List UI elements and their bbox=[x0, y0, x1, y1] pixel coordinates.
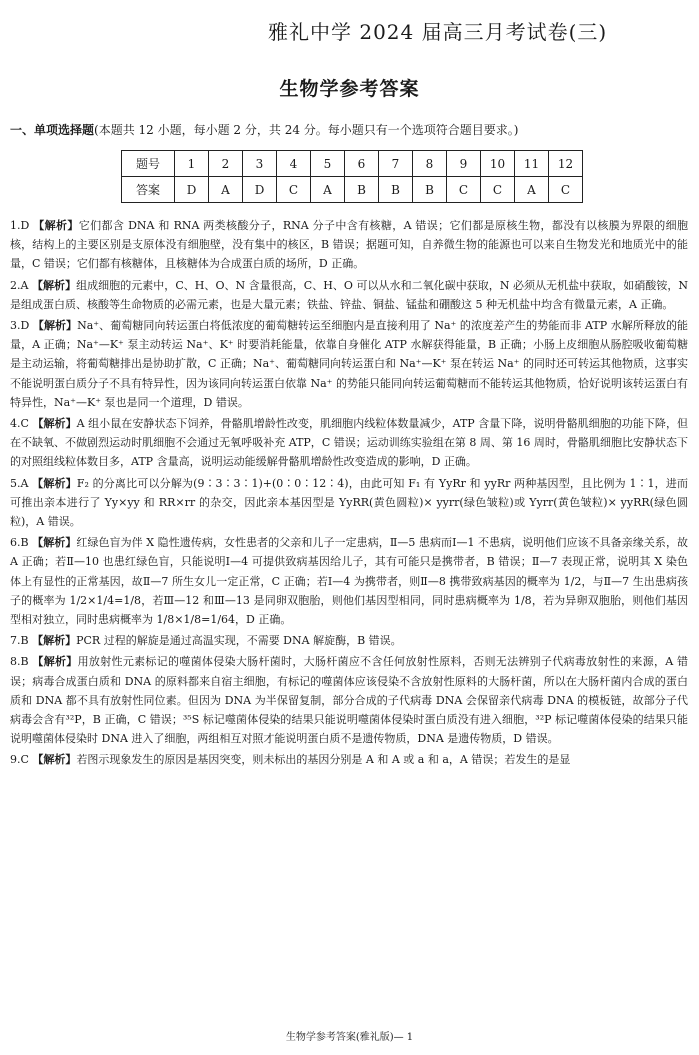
answer-table-number-row bbox=[122, 151, 583, 177]
explanation-item-5 bbox=[10, 474, 688, 532]
analysis-tag: 【解析】 bbox=[32, 655, 78, 669]
item-number: 7.B bbox=[10, 634, 29, 648]
item-text: 红绿色盲为伴 X 隐性遗传病，女性患者的父亲和儿子一定患病，Ⅱ—5 患病而Ⅰ—1 不患病，说明他们应该不具备亲缘关系，故 A 正确；若Ⅱ—10 也患红绿色盲，只能说明Ⅰ—4 可提供致病基因给儿子，其有可能只是携带者，B 错误；Ⅱ—7 表现正常，说明其 X 染色体上有显性的正常基因，故Ⅱ—7 所生女儿一定正常，C 正确；若Ⅰ—4 为携带者，则Ⅱ—8 携带致病基因的概率为 1/2，与Ⅱ—7 生出患病孩子的概率为 1/2×1/4=1/8，若Ⅲ—12 和Ⅲ—13 是同卵双胞胎，则他们基因型相同，同时患病概率为 1/8，若为异卵双胞胎，则他们基因型相对独立，同时患病概率为 1/8×1/8=1/64，D 正确。 bbox=[10, 536, 689, 627]
analysis-tag: 【解析】 bbox=[32, 417, 77, 431]
section-header bbox=[10, 121, 518, 138]
item-text: Na⁺、葡萄糖同向转运蛋白将低浓度的葡萄糖转运至细胞内是直接利用了 Na⁺ 的浓度差产生的势能而非 ATP 水解所释放的能量，A 正确；Na⁺—K⁺ 泵主动转运 Na⁺、K⁺ 时要消耗能量，依靠自身催化 ATP 水解获得能量，B 正确；小肠上皮细胞从肠腔吸收葡萄糖是主动运输，将葡萄糖排出是协助扩散，C 正确；Na⁺、葡萄糖同向转运蛋白和 Na⁺—K⁺ 泵在转运 Na⁺ 的同时还可转运其他物质，这事实不能说明蛋白质分子不具有特异性，因为该同向转运蛋白依靠 Na⁺ 的势能只能同向转运葡萄糖而不能转运其他物质，恰好说明该转运蛋白有特异性，Na⁺—K⁺ 泵也是同一个道理，D 错误。 bbox=[10, 319, 689, 409]
answer-cell: B bbox=[413, 177, 447, 203]
question-number: 7 bbox=[379, 151, 413, 177]
row-label-number: 题号 bbox=[122, 151, 175, 177]
item-number: 5.A bbox=[10, 476, 29, 490]
question-number: 10 bbox=[481, 151, 515, 177]
explanation-item-8 bbox=[10, 652, 688, 748]
explanation-item-9 bbox=[10, 750, 688, 769]
item-text: 用放射性元素标记的噬菌体侵染大肠杆菌时，大肠杆菌应不含任何放射性原料，否则无法辨别子代病毒放射性的来源，A 错误；病毒合成蛋白质和 DNA 的原料都来自宿主细胞，有标记的噬菌体应该侵染不含放射性原料的大肠杆菌，所以在大肠杆菌内合成的蛋白质和 DNA 都不具有放射性同位素。但因为 DNA 为半保留复制，部分合成的子代病毒 DNA 会保留亲代病毒 DNA 的模板链，故部分子代病毒会含有³²P，B 正确，C 错误；³⁵S 标记噬菌体侵染的结果只能说明噬菌体侵染时蛋白质没有进入细胞，³²P 标记噬菌体侵染的结果只能说明噬菌体侵染时 DNA 进入了细胞，两组相互对照才能说明蛋白质不是遗传物质，DNA 是遗传物质，D 错误。 bbox=[10, 655, 689, 746]
explanation-item-7 bbox=[10, 631, 688, 650]
analysis-tag: 【解析】 bbox=[33, 219, 79, 232]
item-number: 4.C bbox=[10, 417, 29, 431]
item-number: 8.B bbox=[10, 655, 29, 669]
document-title: 生物学参考答案 bbox=[279, 78, 420, 100]
question-number: 11 bbox=[515, 151, 549, 177]
answer-cell: D bbox=[175, 177, 209, 203]
section-title: 单项选择题 bbox=[34, 123, 95, 137]
item-text: 它们都含 DNA 和 RNA 两类核酸分子，RNA 分子中含有核糖，A 错误；它们都是原核生物，都没有以核膜为界限的细胞核，结构上的主要区别是支原体没有细胞壁，没有集中的核区，B 错误；据题可知，自养微生物的能源也可以来自生物发光和地质光中的能量，C 错误；它们都有核糖体，且核糖体为合成蛋白质的场所，D 正确。 bbox=[10, 219, 689, 271]
row-label-answer: 答案 bbox=[122, 177, 175, 203]
section-note: (本题共 12 小题，每小题 2 分，共 24 分。每小题只有一个选项符合题目要求。) bbox=[94, 123, 519, 137]
question-number: 8 bbox=[413, 151, 447, 177]
item-text: PCR 过程的解旋是通过高温实现，不需要 DNA 解旋酶，B 错误。 bbox=[76, 634, 402, 648]
section-prefix: 一、 bbox=[10, 123, 35, 137]
analysis-tag: 【解析】 bbox=[31, 278, 77, 292]
analysis-tag: 【解析】 bbox=[32, 634, 77, 648]
question-number: 2 bbox=[209, 151, 243, 177]
explanation-item-6 bbox=[10, 533, 688, 629]
question-number: 9 bbox=[447, 151, 481, 177]
explanation-item-4 bbox=[10, 414, 688, 472]
answer-cell: A bbox=[311, 177, 345, 203]
answer-table bbox=[121, 150, 583, 203]
answer-cell: B bbox=[379, 177, 413, 203]
answer-cell: A bbox=[515, 177, 549, 203]
item-number: 9.C bbox=[10, 753, 29, 767]
item-text: A 组小鼠在安静状态下饲养，骨骼肌增龄性改变，肌细胞内线粒体数量减少，ATP 含量下降，说明骨骼肌细胞的功能下降，但在不缺氧、不做剧烈运动时肌细胞不会通过无氧呼吸补充 ATP，C 错误；运动训练实验组在第 8 周、第 16 周时，骨骼肌细胞比安静状态下的对照组线粒体数目多，ATP 含量高，说明运动能缓解骨骼肌增龄性改变造成的影响，D 正确。 bbox=[10, 417, 689, 469]
question-number: 4 bbox=[277, 151, 311, 177]
question-number: 5 bbox=[311, 151, 345, 177]
analysis-tag: 【解析】 bbox=[32, 753, 77, 767]
question-number: 6 bbox=[345, 151, 379, 177]
question-number: 3 bbox=[243, 151, 277, 177]
answer-cell: C bbox=[481, 177, 515, 203]
page-footer: 生物学参考答案(雅礼版)— 1 bbox=[285, 1032, 414, 1043]
answer-cell: D bbox=[243, 177, 277, 203]
question-number: 12 bbox=[549, 151, 583, 177]
item-text: F₂ 的分离比可以分解为(9∶3∶3∶1)+(0∶0∶12∶4)，由此可知 F₁ 有 YyRr 和 yyRr 两种基因型，且比例为 1∶1，进而可推出亲本进行了 Yy×yy 和 RR×rr 的杂交，因此亲本基因型是 YyRR(黄色圆粒)× yyrr(绿色皱粒)或 Yyrr(黄色皱粒)× yyRR(绿色圆粒)，A 错误。 bbox=[10, 476, 689, 529]
item-number: 2.A bbox=[10, 278, 29, 292]
item-number: 1.D bbox=[10, 219, 30, 232]
item-text: 组成细胞的元素中，C、H、O、N 含量很高，C、H、O 可以从水和二氧化碳中获取，N 必须从无机盐中获取，如硝酸铵，N 是组成蛋白质、核酸等生命物质的必需元素，也是大量元素；铁盐、锌盐、铜盐、锰盐和硼酸这 5 种无机盐中均含有微量元素，A 正确。 bbox=[10, 278, 688, 311]
explanation-item-2 bbox=[10, 276, 688, 314]
analysis-tag: 【解析】 bbox=[32, 536, 77, 550]
item-text: 若图示现象发生的原因是基因突变，则未标出的基因分别是 A 和 A 或 a 和 a，A 错误；若发生的是显 bbox=[76, 753, 571, 767]
answer-cell: C bbox=[447, 177, 481, 203]
answer-cell: A bbox=[209, 177, 243, 203]
answer-cell: C bbox=[277, 177, 311, 203]
school-title: 雅礼中学 2024 届高三月考试卷(三) bbox=[268, 20, 608, 44]
explanation-list bbox=[10, 216, 688, 772]
answer-cell: B bbox=[345, 177, 379, 203]
explanation-item-1 bbox=[10, 216, 688, 274]
explanation-item-3 bbox=[10, 316, 688, 412]
item-number: 6.B bbox=[10, 536, 29, 550]
question-number: 1 bbox=[175, 151, 209, 177]
analysis-tag: 【解析】 bbox=[32, 319, 78, 333]
answer-cell: C bbox=[549, 177, 583, 203]
item-number: 3.D bbox=[10, 319, 30, 333]
answer-table-answer-row bbox=[122, 177, 583, 203]
analysis-tag: 【解析】 bbox=[32, 476, 77, 490]
